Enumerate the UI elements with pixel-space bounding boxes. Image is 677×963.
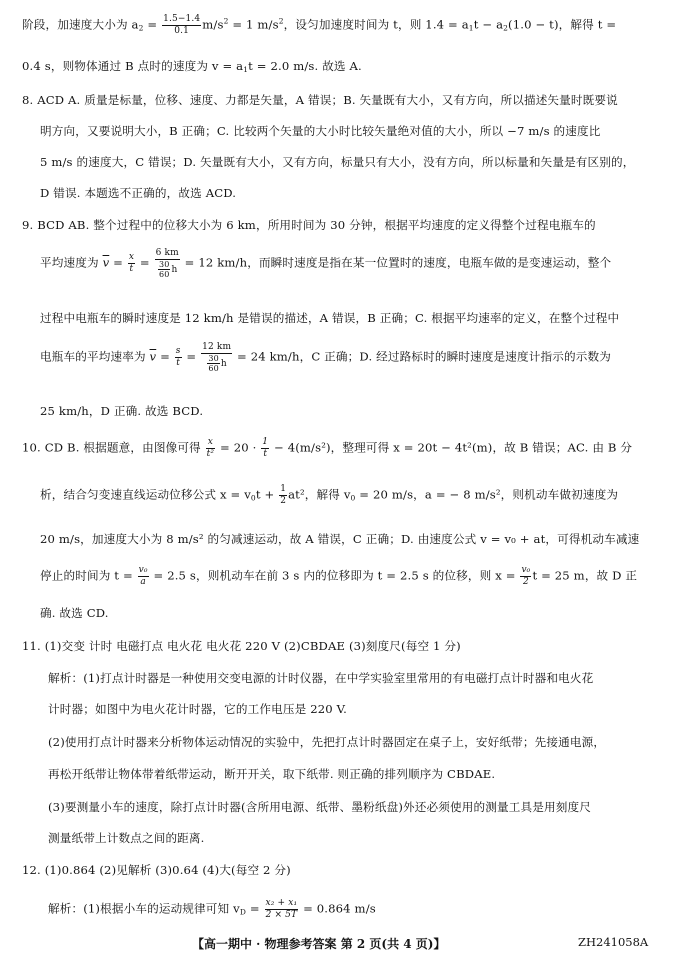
q11-line-5: 再松开纸带让物体带着纸带运动，断开开关，取下纸带. 则正确的排列顺序为 CBDAE.	[48, 767, 496, 781]
fraction: $\frac{x}{t}$	[128, 252, 135, 274]
q9-line-4: 电瓶车的平均速率为 $\overline{v}$ = $\frac{s}{t}$ = 12 km $\frac{30}{60}$ h = 24 km/h，C 正确；D. 经过路标时的瞬时速度是速度计指示的示数为	[40, 342, 611, 373]
fraction: $\frac{1}{2}$	[280, 484, 287, 506]
q8-line-2: 明方向，又要说明大小，B 正确；C. 比较两个矢量的大小时比较矢量绝对值的大小，所以 −7 m/s 的速度比	[40, 124, 601, 138]
q11-line-6: (3)要测量小车的速度，除打点计时器(含所用电源、纸带、墨粉纸盘)外还必须使用的测量工具是用刻度尺	[48, 800, 591, 814]
q8-line-1: 8. ACD A. 质量是标量，位移、速度、力都是矢量，A 错误；B. 矢量既有大小，又有方向，所以描述矢量时既要说	[22, 93, 618, 107]
q11-line-1: 11. (1)交变 计时 电磁打点 电火花 电火花 220 V (2)CBDAE (3)刻度尺(每空 1 分)	[22, 639, 461, 653]
q12-line-1: 12. (1)0.864 (2)见解析 (3)0.64 (4)大(每空 2 分)	[22, 863, 291, 877]
q10-line-2: 析，结合匀变速直线运动位移公式 $x = v_0t$ + $\frac{1}{2}$ at²，解得 $v_0 = 20$ m/s，a = − 8 m/s²，则机动车做初速度为	[40, 484, 619, 506]
fraction: 12 km $\frac{30}{60}$ h	[202, 342, 232, 373]
q11-line-4: (2)使用打点计时器来分析物体运动情况的实验中，先把打点计时器固定在桌子上，安好纸带；先接通电源，	[48, 735, 606, 749]
fraction: $\frac{s}{t}$	[175, 346, 181, 368]
page-footer: 【高一期中 · 物理参考答案 第 2 页(共 4 页)】	[192, 937, 446, 951]
fraction: $\frac{\text{v₀}}{2}$	[521, 565, 531, 587]
q8-line-4: D 错误. 本题选不正确的，故选 ACD.	[40, 186, 237, 200]
fraction: $\frac{1}{t}$	[262, 437, 269, 459]
q11-line-3: 计时器；如图中为电火花计时器，它的工作电压是 220 V.	[48, 702, 347, 716]
q10-line-5: 确. 故选 CD.	[40, 606, 109, 620]
text-line: 0.4 s，则物体通过 B 点时的速度为 $v = a_1t = 2.0$ m/s. 故选 A.	[22, 59, 362, 74]
q10-line-1: 10. CD B. 根据题意，由图像可得 $\frac{x}{\text{t²}}$ = 20 · $\frac{1}{t}$ − 4(m/s²)，整理可得 x = 20t − 4t²(m)，故 B 错误；AC. 由 B 分	[22, 437, 633, 459]
fraction: $\frac{\text{v₀}}{a}$	[138, 565, 148, 587]
fraction: 6 km $\frac{30}{60}$ h	[155, 248, 179, 279]
document-code: ZH241058A	[578, 935, 649, 949]
fraction: $\frac{\text{x₂ + x₁}}{2 \times 5T}$	[265, 898, 298, 920]
fraction: $\frac{1.5-1.4}{0.1}$	[163, 14, 201, 36]
q12-line-2: 解析：(1)根据小车的运动规律可知 $v_D$ = $\frac{\text{x₂ + x₁}}{2 \times 5T}$ = 0.864 m/s	[48, 898, 376, 920]
q9-line-2: 平均速度为 $\overline{v}$ = $\frac{x}{t}$ = 6 km $\frac{30}{60}$ h = 12 km/h，而瞬时速度是指在某一位置时的速度，电瓶车做的是变速运动，整个	[40, 248, 612, 279]
q11-line-7: 测量纸带上计数点之间的距离.	[48, 831, 205, 845]
q9-line-1: 9. BCD AB. 整个过程中的位移大小为 6 km，所用时间为 30 分钟，根据平均速度的定义得整个过程电瓶车的	[22, 218, 596, 232]
q8-line-3: 5 m/s 的速度大，C 错误；D. 矢量既有大小，又有方向，标量只有大小，没有方向，所以标量和矢量是有区别的，	[40, 155, 635, 169]
text-line: 阶段，加速度大小为 $a_2$ = $\frac{1.5-1.4}{0.1}$ $m/s^2 = 1$ $m/s^2$，设匀加速度时间为 t，则 $1.4 = a_1t - a_2(1.0 - t)$，解得 t =	[22, 14, 617, 36]
q9-line-5: 25 km/h，D 正确. 故选 BCD.	[40, 404, 204, 418]
q9-line-3: 过程中电瓶车的瞬时速度是 12 km/h 是错误的描述，A 错误，B 正确；C. 根据平均速率的定义，在整个过程中	[40, 311, 620, 325]
q11-line-2: 解析：(1)打点计时器是一种使用交变电源的计时仪器，在中学实验室里常用的有电磁打点计时器和电火花	[48, 671, 594, 685]
q10-line-4: 停止的时间为 t = $\frac{\text{v₀}}{a}$ = 2.5 s，则机动车在前 3 s 内的位移即为 t = 2.5 s 的位移，则 x = $\frac{\text{v₀}}{2}$ t = 25 m，故 D 正	[40, 565, 638, 587]
q10-line-3: 20 m/s，加速度大小为 8 m/s² 的匀减速运动，故 A 错误，C 正确；D. 由速度公式 v = v₀ + at，可得机动车减速	[40, 532, 640, 546]
fraction: $\frac{x}{\text{t²}}$	[206, 437, 215, 459]
